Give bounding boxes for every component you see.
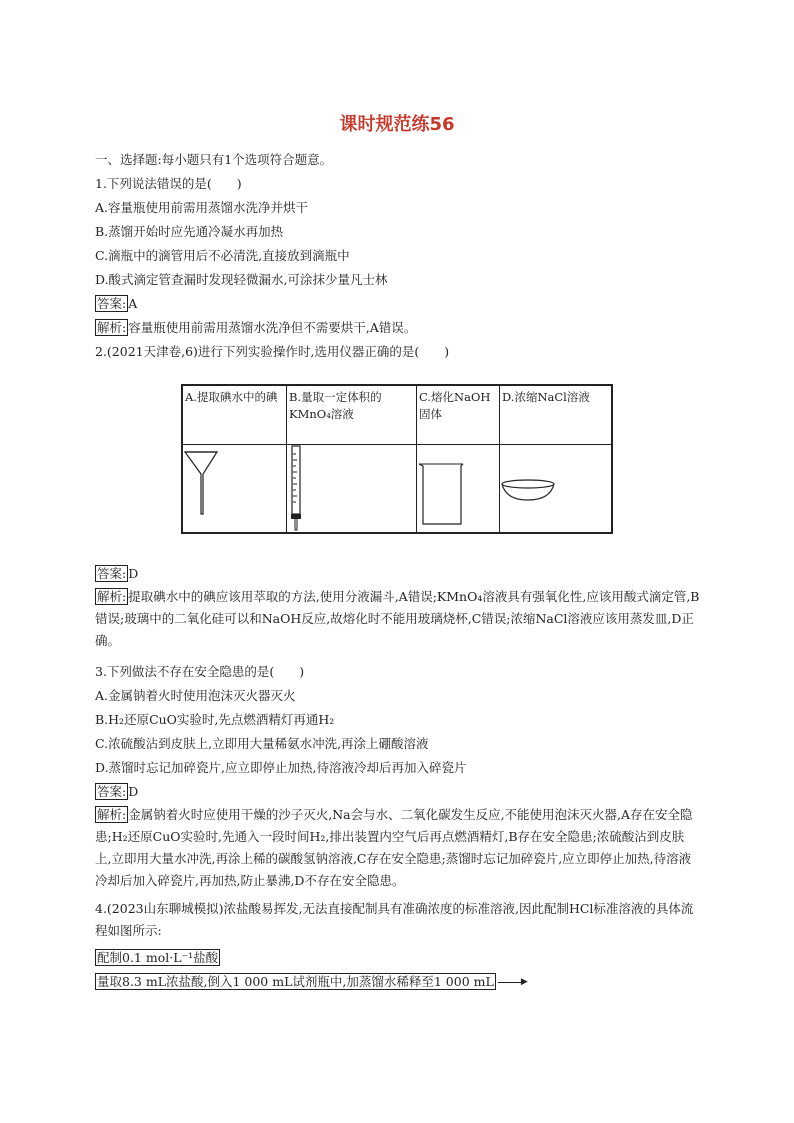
table-cell-a <box>183 444 287 532</box>
flow-title-box: 配制0.1 mol·L⁻¹盐酸 <box>97 950 219 965</box>
q3-option-b: B.H₂还原CuO实验时,先点燃酒精灯再通H₂ <box>95 712 335 727</box>
q3-stem: 3.下列做法不存在安全隐患的是( ) <box>95 664 305 679</box>
q3-option-c: C.浓硫酸沾到皮肤上,立即用大量稀氨水冲洗,再涂上硼酸溶液 <box>95 736 429 751</box>
q1-stem: 1.下列说法错误的是( ) <box>95 176 242 191</box>
analysis-text: 提取碘水中的碘应该用萃取的方法,使用分液漏斗,A错误;KMnO₄溶液具有强氧化性,应该用酸式滴定管,B错误;玻璃中的二氧化硅可以和NaOH反应,故熔化时不能用玻璃烧杯,C错误;浓缩NaCl溶液应该用蒸发皿,D正确。 <box>95 589 700 648</box>
evaporating-dish-icon <box>500 444 611 532</box>
table-cell-b <box>287 444 417 532</box>
flow-title <box>95 948 220 966</box>
q3-option-a: A.金属钠着火时使用泡沫灭火器灭火 <box>95 688 296 703</box>
table-header-row <box>183 386 611 445</box>
table-header-d: D.浓缩NaCl溶液 <box>502 390 590 404</box>
q1-option-d: D.酸式滴定管查漏时发现轻微漏水,可涂抹少量凡士林 <box>95 272 388 287</box>
analysis-label: 解析: <box>97 320 127 335</box>
q1-analysis <box>95 318 416 336</box>
instrument-table <box>181 384 613 534</box>
beaker-icon <box>417 444 500 532</box>
q4-stem: 4.(2023山东聊城模拟)浓盐酸易挥发,无法直接配制具有准确浓度的标准溶液,因此配制HCl标准溶液的具体流程如图所示: <box>95 901 694 938</box>
q3-option-d: D.蒸馏时忘记加碎瓷片,应立即停止加热,待溶液冷却后再加入碎瓷片 <box>95 760 467 775</box>
table-cell-c <box>417 444 500 532</box>
flow-step-box: 量取8.3 mL浓盐酸,倒入1 000 mL试剂瓶中,加蒸馏水稀释至1 000 mL <box>97 974 494 989</box>
analysis-text: 金属钠着火时应使用干燥的沙子灭火,Na会与水、二氧化碳发生反应,不能使用泡沫灭火器,A存在安全隐患;H₂还原CuO实验时,先通入一段时间H₂,排出装置内空气后再点燃酒精灯,B存在安全隐患;浓硫酸沾到皮肤上,立即用大量水冲洗,再涂上稀的碳酸氢钠溶液,C存在安全隐患;蒸馏时忘记加碎瓷片,应立即停止加热,待溶液冷却后加入碎瓷片,再加热,防止暴沸,D不存在安全隐患。 <box>95 807 693 888</box>
q3-analysis <box>95 804 700 892</box>
page-title: 课时规范练56 <box>339 114 455 135</box>
answer-value: D <box>128 784 139 799</box>
answer-label: 答案: <box>97 784 127 799</box>
q2-answer <box>95 564 138 582</box>
answer-label: 答案: <box>97 296 127 311</box>
analysis-label: 解析: <box>97 589 127 604</box>
q3-answer <box>95 782 138 800</box>
table-cell-d <box>500 444 611 532</box>
section-heading: 一、选择题:每小题只有1个选项符合题意。 <box>95 152 333 167</box>
answer-value: A <box>128 296 138 311</box>
q1-option-c: C.滴瓶中的滴管用后不必清洗,直接放到滴瓶中 <box>95 248 350 263</box>
answer-label: 答案: <box>97 566 127 581</box>
q2-stem: 2.(2021天津卷,6)进行下列实验操作时,选用仪器正确的是( ) <box>95 344 450 359</box>
flow-step <box>95 972 528 990</box>
flow-arrow-icon: ▶ <box>498 982 524 983</box>
table-header-a: A.提取碘水中的碘 <box>183 386 287 444</box>
q2-analysis <box>95 586 700 652</box>
table-header-b: B.量取一定体积的KMnO₄溶液 <box>287 386 417 444</box>
q1-option-a: A.容量瓶使用前需用蒸馏水洗净并烘干 <box>95 200 309 215</box>
analysis-label: 解析: <box>97 807 127 822</box>
funnel-icon <box>183 444 287 532</box>
q1-option-b: B.蒸馏开始时应先通冷凝水再加热 <box>95 224 284 239</box>
burette-icon <box>287 444 417 532</box>
analysis-text: 容量瓶使用前需用蒸馏水洗净但不需要烘干,A错误。 <box>128 320 417 335</box>
table-header-c: C.熔化NaOH固体 <box>417 386 500 444</box>
answer-value: D <box>128 566 139 581</box>
table-image-row <box>183 444 611 532</box>
q1-answer <box>95 294 137 312</box>
